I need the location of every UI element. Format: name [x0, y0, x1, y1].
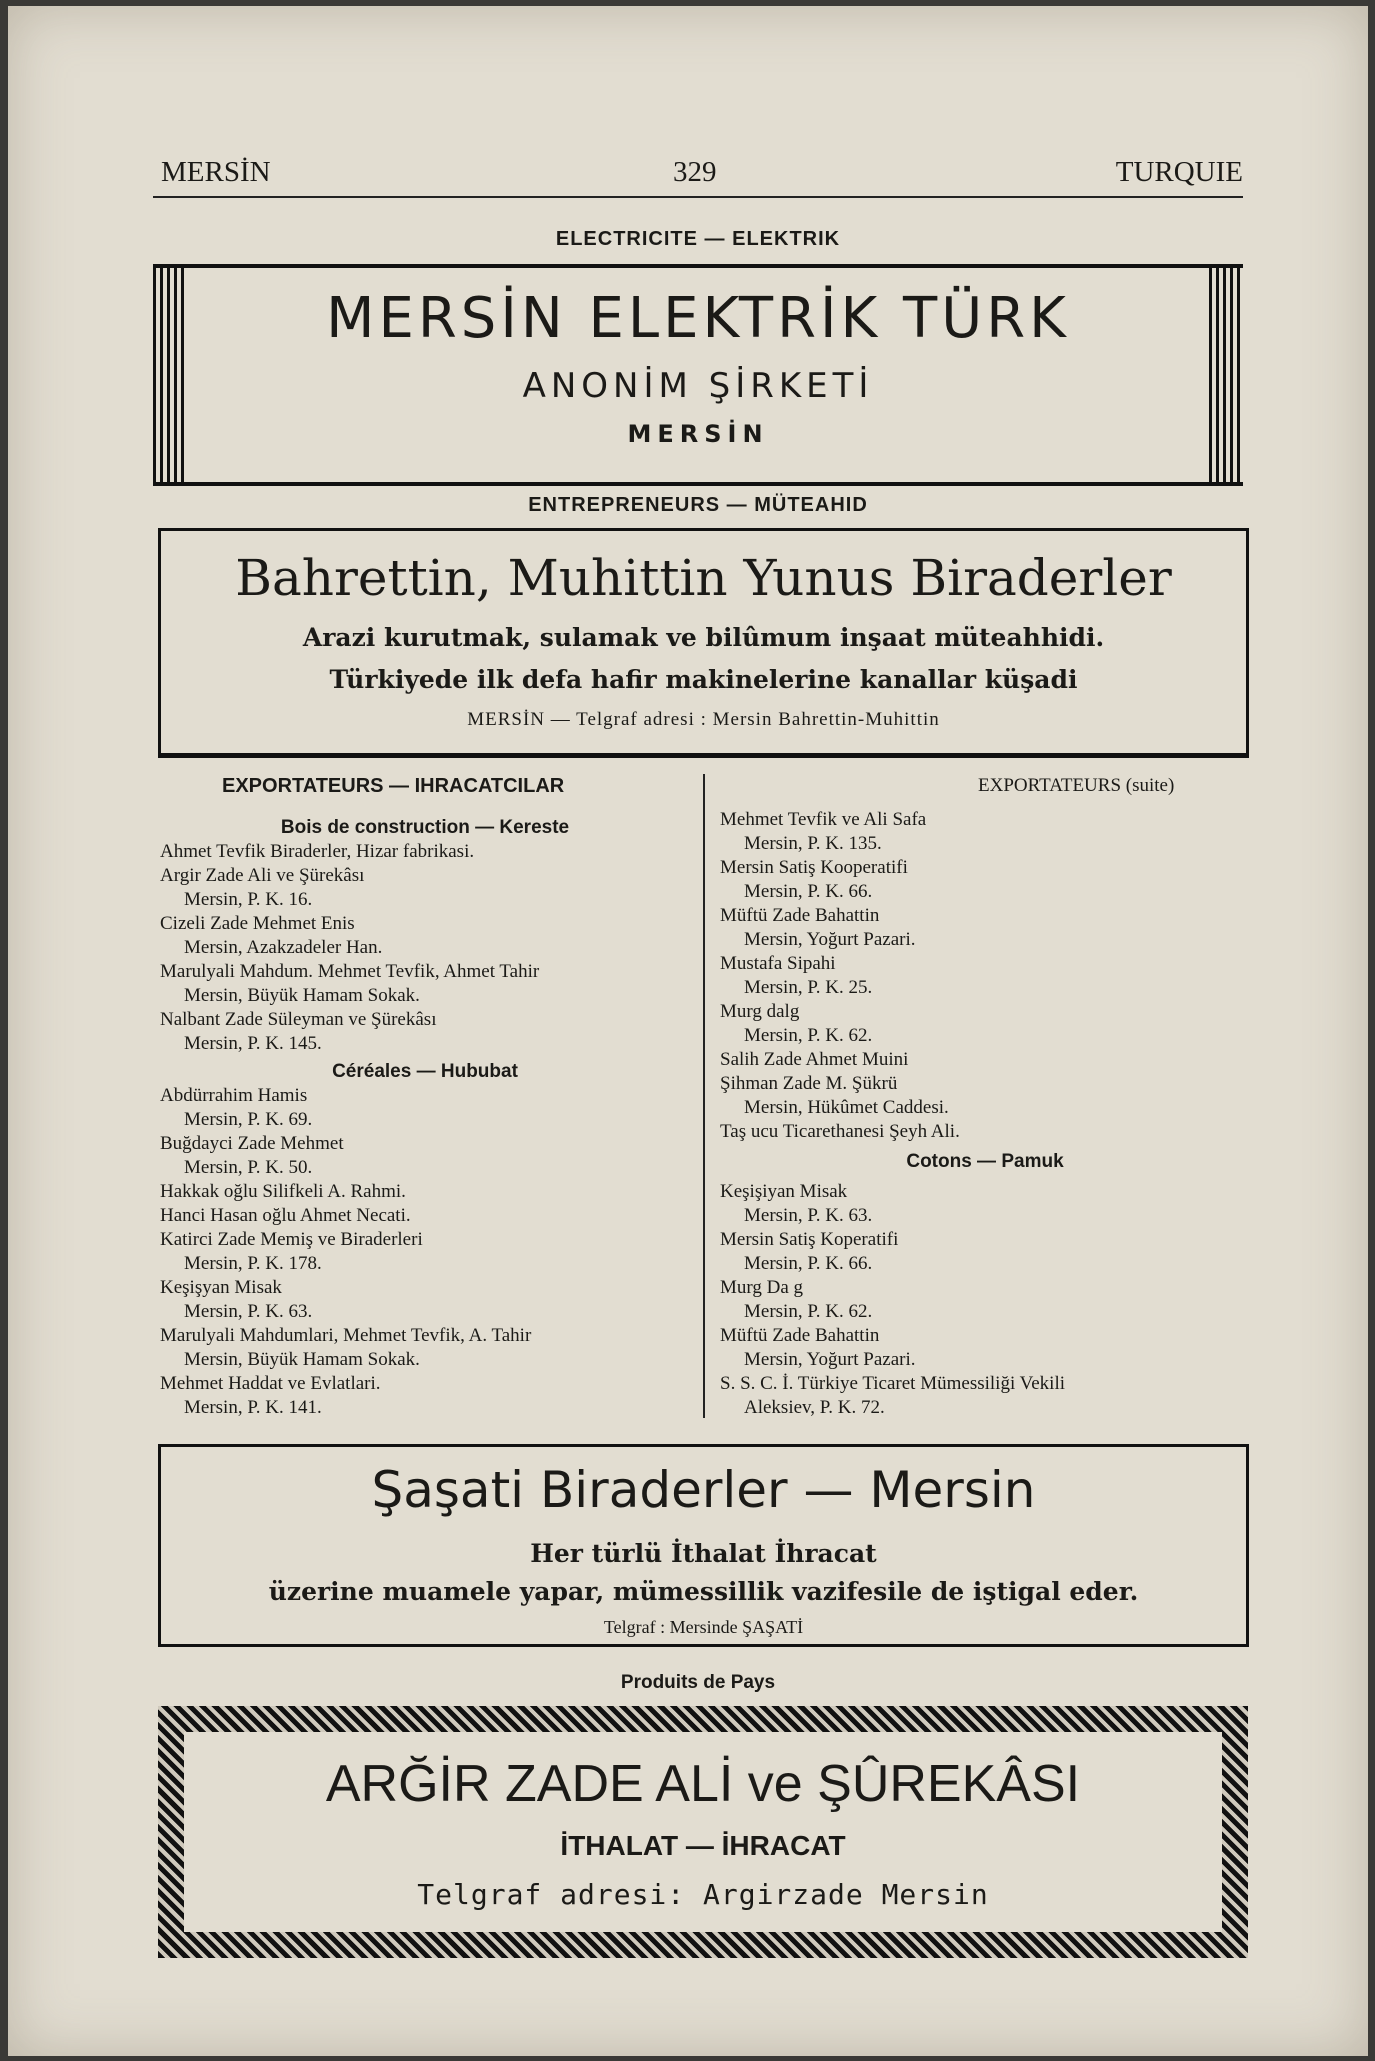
left-column-header: EXPORTATEURS — IHRACATCILAR — [222, 775, 565, 797]
list-item: Murg Da g — [720, 1277, 804, 1298]
ad2-line1: Arazi kurutmak, sulamak ve bilûmum inşaat müteahhidi. — [302, 623, 1105, 652]
ad1-subtitle: ANONİM ŞİRKETİ — [522, 366, 874, 406]
left-column — [160, 774, 690, 1420]
subheading-bois: Bois de construction — Kereste — [280, 817, 570, 838]
list-item: Mersin, Hükûmet Caddesi. — [744, 1097, 949, 1118]
ad2-title: Bahrettin, Muhittin Yunus Biraderler — [235, 549, 1172, 607]
list-item: Aleksiev, P. K. 72. — [744, 1397, 885, 1418]
ad3-line2: üzerine muamele yapar, mümessillik vazifesile de iştigal eder. — [268, 1577, 1139, 1606]
list-item: Mersin, P. K. 145. — [184, 1033, 322, 1054]
section-label-produits: Produits de Pays — [620, 1672, 776, 1693]
list-item: Abdürrahim Hamis — [160, 1085, 308, 1106]
list-item: Mersin, P. K. 62. — [744, 1301, 873, 1322]
list-item: Marulyali Mahdum. Mehmet Tevfik, Ahmet Tahir — [160, 961, 540, 982]
list-item: Mersin, P. K. 66. — [744, 881, 873, 902]
list-item: Mersin, Yoğurt Pazari. — [744, 929, 916, 950]
list-item: Müftü Zade Bahattin — [720, 1325, 880, 1346]
running-header — [153, 156, 1243, 198]
list-item: Ahmet Tevfik Biraderler, Hizar fabrikasi. — [160, 841, 475, 862]
list-item: Mersin Satiş Koperatifi — [720, 1229, 899, 1250]
list-item: Taş ucu Ticarethanesi Şeyh Ali. — [720, 1121, 960, 1142]
header-right: TURQUIE — [1115, 156, 1243, 188]
list-item: Mersin, P. K. 63. — [744, 1205, 873, 1226]
ad3-line1: Her türlü İthalat İhracat — [530, 1539, 877, 1568]
list-item: Murg dalg — [720, 1001, 800, 1022]
ad3-title: Şaşati Biraderler — Mersin — [371, 1461, 1036, 1519]
page — [8, 6, 1368, 2056]
ad-sasati — [158, 1444, 1249, 1647]
subheading-cotons: Cotons — Pamuk — [906, 1151, 1064, 1172]
list-item: Mehmet Haddat ve Evlatlari. — [160, 1373, 381, 1394]
list-item: Mersin, Büyük Hamam Sokak. — [184, 1349, 420, 1370]
ad4-title: ARĞİR ZADE ALİ ve ŞÛREKÂSI — [325, 1755, 1081, 1813]
list-item: Mustafa Sipahi — [720, 953, 836, 974]
list-item: Müftü Zade Bahattin — [720, 905, 880, 926]
ad-mersin-elektrik — [153, 264, 1243, 486]
list-item: Mehmet Tevfik ve Ali Safa — [720, 809, 927, 830]
section-label-entrepreneurs: ENTREPRENEURS — MÜTEAHID — [528, 494, 868, 516]
right-column-header: EXPORTATEURS (suite) — [978, 775, 1175, 796]
list-cereales — [160, 1084, 690, 1420]
list-item: Buğdayci Zade Mehmet — [160, 1133, 344, 1154]
list-item: Mersin, P. K. 141. — [184, 1397, 322, 1418]
list-item: Mersin, P. K. 178. — [184, 1253, 322, 1274]
list-item: Mersin, P. K. 63. — [184, 1301, 313, 1322]
list-item: Mersin, P. K. 135. — [744, 833, 882, 854]
column-divider — [703, 774, 705, 1418]
list-item: Mersin, P. K. 66. — [744, 1253, 873, 1274]
ad-bahrettin-muhittin — [158, 528, 1249, 758]
right-column — [720, 774, 1250, 1420]
list-item: Nalbant Zade Süleyman ve Şürekâsı — [160, 1009, 437, 1030]
ad1-title: MERSİN ELEKTRİK TÜRK — [326, 286, 1070, 351]
list-item: Mersin Satiş Kooperatifi — [720, 857, 908, 878]
list-cotons — [720, 1180, 1250, 1420]
page-number: 329 — [673, 156, 717, 188]
list-item: Keşişyan Misak — [160, 1277, 282, 1298]
list-item: Mersin, Büyük Hamam Sokak. — [184, 985, 420, 1006]
ad2-telegraph: MERSİN — Telgraf adresi : Mersin Bahrettin-Muhittin — [467, 709, 940, 730]
ad1-city: MERSİN — [627, 420, 769, 448]
list-exportateurs-suite — [720, 808, 1250, 1144]
ad4-line1: İTHALAT — İHRACAT — [560, 1830, 846, 1861]
list-item: Mersin, P. K. 50. — [184, 1157, 313, 1178]
ad2-line2: Türkiyede ilk defa hafir makinelerine kanallar küşadi — [329, 665, 1078, 694]
list-bois — [160, 840, 690, 1056]
list-item: Salih Zade Ahmet Muini — [720, 1049, 909, 1070]
list-item: Argir Zade Ali ve Şürekâsı — [160, 865, 365, 886]
subheading-cereales: Céréales — Hububat — [332, 1061, 518, 1082]
list-item: Hanci Hasan oğlu Ahmet Necati. — [160, 1205, 411, 1226]
ad-argir-zade — [158, 1706, 1248, 1958]
list-item: Mersin, Yoğurt Pazari. — [744, 1349, 916, 1370]
header-left: MERSİN — [161, 156, 271, 188]
list-item: Keşişiyan Misak — [720, 1181, 848, 1202]
list-item: Mersin, P. K. 25. — [744, 977, 873, 998]
list-item: Mersin, Azakzadeler Han. — [184, 937, 383, 958]
list-item: S. S. C. İ. Türkiye Ticaret Mümessiliği Vekili — [720, 1373, 1066, 1394]
list-item: Şihman Zade M. Şükrü — [720, 1073, 898, 1094]
ad3-telegraph: Telgraf : Mersinde ŞAŞATİ — [603, 1617, 804, 1637]
ad4-telegraph: Telgraf adresi: Argirzade Mersin — [417, 1878, 989, 1911]
list-item: Cizeli Zade Mehmet Enis — [160, 913, 355, 934]
list-item: Mersin, P. K. 62. — [744, 1025, 873, 1046]
list-item: Mersin, P. K. 69. — [184, 1109, 313, 1130]
list-item: Mersin, P. K. 16. — [184, 889, 313, 910]
section-label-electricite: ELECTRICITE — ELEKTRIK — [555, 228, 841, 250]
list-item: Hakkak oğlu Silifkeli A. Rahmi. — [160, 1181, 406, 1202]
list-item: Katirci Zade Memiş ve Biraderleri — [160, 1229, 423, 1250]
list-item: Marulyali Mahdumlari, Mehmet Tevfik, A. Tahir — [160, 1325, 532, 1346]
